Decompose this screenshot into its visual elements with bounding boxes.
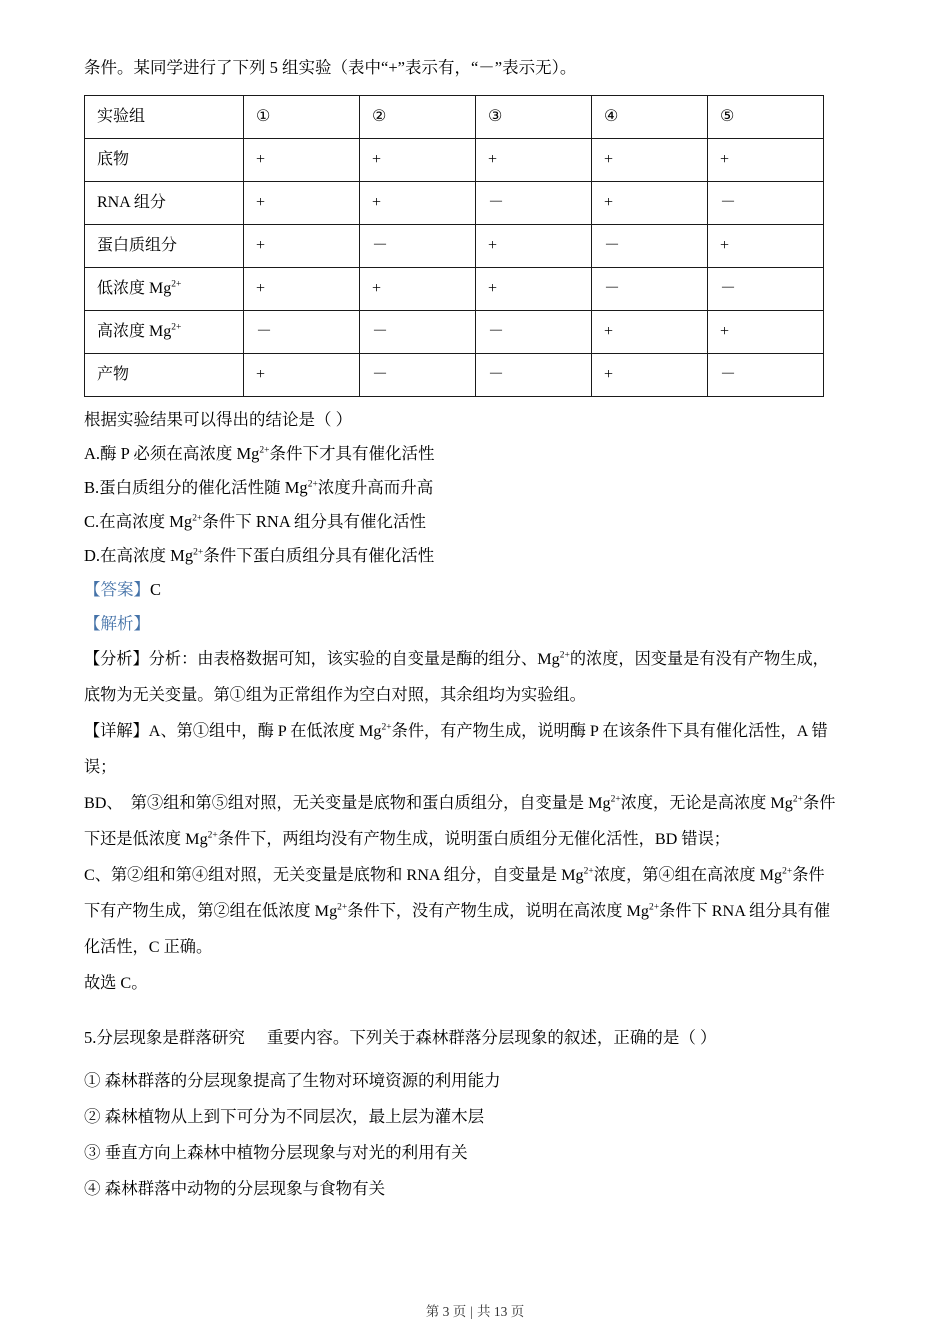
bd-text-4: 下还是低浓度 Mg (84, 830, 208, 848)
table-row-rna (85, 182, 824, 225)
option-c-text-pre: 在高浓度 Mg (99, 512, 193, 531)
option-a-text-post: 条件下才具有催化活性 (269, 444, 435, 463)
option-d-label: D. (84, 546, 101, 565)
cell-group-4: ④ (592, 96, 708, 139)
question5-spacer (84, 1053, 870, 1063)
cell-high-mg-2: － (360, 311, 476, 354)
row-header-product: 产物 (85, 354, 244, 397)
cell-group-1: ① (244, 96, 360, 139)
c-sup-5: 2+ (649, 902, 660, 913)
xiangjie-label: 【详解】 (84, 722, 149, 740)
cell-group-2: ② (360, 96, 476, 139)
analysis-conclusion: 故选 C。 (84, 974, 148, 992)
analysis-c-line1 (84, 857, 870, 893)
c-text-1: C、第②组和第④组对照，无关变量是底物和 RNA 组分，自变量是 Mg (84, 866, 584, 884)
option-b-sup: 2+ (307, 479, 318, 490)
table-row-low-mg (85, 268, 824, 311)
answer-label: 【答案】 (84, 580, 150, 599)
page-footer (0, 1300, 950, 1320)
cell-low-mg-4: － (592, 268, 708, 311)
cell-low-mg-2: + (360, 268, 476, 311)
cell-product-2: － (360, 354, 476, 397)
bd-text-5: 条件下，两组均没有产物生成，说明蛋白质组分无催化活性，BD 错误； (217, 830, 730, 848)
bd-sup-1: 2+ (610, 794, 621, 805)
option-a-sup: 2+ (259, 445, 270, 456)
question4-option-b (84, 471, 870, 505)
question5-option-1: ① 森林群落的分层现象提高了生物对环境资源的利用能力 (84, 1071, 501, 1090)
option-c-sup: 2+ (192, 513, 203, 524)
cell-high-mg-3: － (476, 311, 592, 354)
row-header-protein: 蛋白质组分 (85, 225, 244, 268)
c-sup-1: 2+ (583, 866, 594, 877)
cell-high-mg-4: + (592, 311, 708, 354)
bd-sup-2: 2+ (792, 794, 804, 805)
analysis-c-line2 (84, 893, 870, 929)
footer-page-number: 第 3 页 (425, 1304, 467, 1319)
table-row-protein (85, 225, 824, 268)
question5-number: 5. (84, 1028, 97, 1047)
row-header-substrate: 底物 (85, 139, 244, 182)
cell-rna-1: + (244, 182, 360, 225)
option-d-text-pre: 在高浓度 Mg (100, 546, 194, 565)
cell-rna-5: － (708, 182, 824, 225)
question5-option-4: ④ 森林群落中动物的分层现象与食物有关 (84, 1179, 386, 1198)
low-mg-charge: 2+ (171, 279, 182, 290)
cell-protein-2: － (360, 225, 476, 268)
fenxi-sup: 2+ (559, 650, 570, 661)
option-c-text-post: 条件下 RNA 组分具有催化活性 (202, 512, 426, 531)
high-mg-charge: 2+ (171, 322, 182, 333)
cell-low-mg-1: + (244, 268, 360, 311)
c-text-2: 浓度，第④组在高浓度 Mg (593, 866, 783, 884)
c-sup-4: 2+ (337, 902, 348, 913)
table-row-substrate (85, 139, 824, 182)
question5-stem (84, 1023, 870, 1053)
cell-substrate-2: + (360, 139, 476, 182)
question5-option-2: ② 森林植物从上到下可分为不同层次，最上层为灌木层 (84, 1107, 485, 1126)
option-b-text-post: 浓度升高而升高 (317, 478, 434, 497)
option-d-sup: 2+ (193, 547, 204, 558)
option-b-label: B. (84, 478, 100, 497)
bd-sup-4: 2+ (207, 830, 218, 841)
analysis-bd-line1 (84, 785, 870, 821)
xiangjie-text-1: A、第①组中，酶 P 在低浓度 Mg (148, 722, 382, 740)
question4-option-a (84, 437, 870, 471)
high-mg-text: 高浓度 Mg (97, 323, 172, 341)
cell-rna-3: － (476, 182, 592, 225)
table-body (85, 96, 824, 397)
analysis-label: 【解析】 (84, 614, 150, 633)
cell-product-4: + (592, 354, 708, 397)
question5-stem-part2: 重要内容。下列关于森林群落分层现象的叙述，正确的是（ ） (266, 1028, 717, 1047)
section-spacer (84, 1001, 870, 1023)
table-row-group (85, 96, 824, 139)
question4-option-d (84, 539, 870, 573)
cell-low-mg-3: + (476, 268, 592, 311)
cell-low-mg-5: － (708, 268, 824, 311)
analysis-fenxi-line1 (84, 641, 870, 677)
question4-stem: 根据实验结果可以得出的结论是（ ） (84, 410, 353, 429)
footer-separator: | (470, 1304, 473, 1319)
analysis-bd-line2 (84, 821, 870, 857)
cell-protein-1: + (244, 225, 360, 268)
bd-text-2: 浓度，无论是高浓度 Mg (620, 794, 793, 812)
analysis-xiangjie-line1 (84, 713, 870, 749)
fenxi-label: 【分析】 (84, 650, 149, 668)
cell-substrate-1: + (244, 139, 360, 182)
row-header-low-mg (85, 268, 244, 311)
cell-product-5: － (708, 354, 824, 397)
cell-group-3: ③ (476, 96, 592, 139)
option-a-text-pre: 酶 P 必须在高浓度 Mg (100, 444, 260, 463)
experiment-table (84, 95, 824, 397)
cell-rna-2: + (360, 182, 476, 225)
option-d-text-post: 条件下蛋白质组分具有催化活性 (203, 546, 435, 565)
option-a-label: A. (84, 444, 101, 463)
cell-rna-4: + (592, 182, 708, 225)
question5-stem-part1: 分层现象是群落研究 (96, 1028, 245, 1047)
fenxi-text-a: 分析：由表格数据可知，该实验的自变量是酶的组分、Mg (148, 650, 560, 668)
row-header-rna: RNA 组分 (85, 182, 244, 225)
cell-protein-3: + (476, 225, 592, 268)
analysis-header (84, 607, 870, 641)
c-sup-2: 2+ (782, 866, 793, 877)
cell-product-3: － (476, 354, 592, 397)
bd-text-1: BD、 第③组和第⑤组对照，无关变量是底物和蛋白质组分，自变量是 Mg (84, 794, 611, 812)
table-row-high-mg (85, 311, 824, 354)
c-text-3: 条件 (792, 866, 825, 884)
cell-protein-5: + (708, 225, 824, 268)
question4-option-c (84, 505, 870, 539)
cell-high-mg-1: － (244, 311, 360, 354)
cell-protein-4: － (592, 225, 708, 268)
bd-text-3: 条件 (803, 794, 836, 812)
answer-value: C (150, 580, 162, 599)
cell-substrate-4: + (592, 139, 708, 182)
c-text-6: 条件下 RNA 组分具有催 (659, 902, 831, 920)
cell-product-1: + (244, 354, 360, 397)
c-text-5: 条件下，没有产物生成，说明在高浓度 Mg (347, 902, 650, 920)
question5-option-3: ③ 垂直方向上森林中植物分层现象与对光的利用有关 (84, 1143, 468, 1162)
xiangjie-text-2: 条件，有产物生成，说明酶 P 在该条件下具有催化活性，A 错 (391, 722, 828, 740)
cell-group-5: ⑤ (708, 96, 824, 139)
footer-total-pages: 共 13 页 (476, 1304, 525, 1319)
cell-substrate-3: + (476, 139, 592, 182)
table-row-product (85, 354, 824, 397)
intro-paragraph: 条件。某同学进行了下列 5 组实验（表中“+”表示有，“－”表示无）。 (84, 58, 577, 77)
cell-high-mg-5: + (708, 311, 824, 354)
xiangjie-sup-1: 2+ (381, 722, 392, 733)
low-mg-text: 低浓度 Mg (97, 280, 172, 298)
option-c-label: C. (84, 512, 100, 531)
option-b-text-pre: 蛋白质组分的催化活性随 Mg (99, 478, 308, 497)
row-header-high-mg (85, 311, 244, 354)
analysis-fenxi-line2: 底物为无关变量。第①组为正常组作为空白对照，其余组均为实验组。 (84, 686, 586, 704)
row-header-group: 实验组 (85, 96, 244, 139)
cell-substrate-5: + (708, 139, 824, 182)
analysis-xiangjie-line2: 误； (84, 758, 117, 776)
fenxi-text-b: 的浓度，因变量是有没有产物生成， (569, 650, 829, 668)
answer-row (84, 573, 870, 607)
c-text-4: 下有产物生成，第②组在低浓度 Mg (84, 902, 338, 920)
analysis-c-line3: 化活性，C 正确。 (84, 938, 213, 956)
